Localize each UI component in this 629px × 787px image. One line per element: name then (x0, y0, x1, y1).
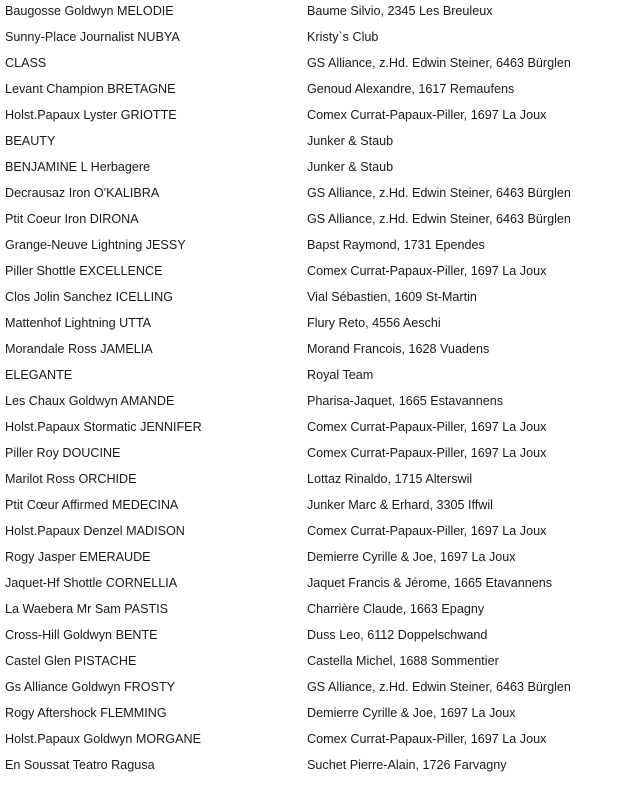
list-item (0, 754, 629, 780)
list-item (0, 416, 629, 442)
list-item (0, 624, 629, 650)
list-item (0, 702, 629, 728)
list-item (0, 728, 629, 754)
owner-name: Junker Marc & Erhard, 3305 Iffwil (307, 498, 493, 512)
owner-name: Comex Currat-Papaux-Piller, 1697 La Joux (307, 446, 547, 460)
owner-name: Comex Currat-Papaux-Piller, 1697 La Joux (307, 524, 547, 538)
animal-name: Castel Glen PISTACHE (5, 654, 137, 668)
list-item (0, 390, 629, 416)
animal-name: Ptit Coeur Iron DIRONA (5, 212, 139, 226)
animal-name: Holst.Papaux Lyster GRIOTTE (5, 108, 177, 122)
owner-name: Kristy`s Club (307, 30, 379, 44)
animal-name: ELEGANTE (5, 368, 73, 382)
animal-name: Ptit Cœur Affirmed MEDECINA (5, 498, 179, 512)
animal-name: Grange-Neuve Lightning JESSY (5, 238, 186, 252)
animal-name: Cross-Hill Goldwyn BENTE (5, 628, 158, 642)
list-item (0, 442, 629, 468)
animal-name: En Soussat Teatro Ragusa (5, 758, 155, 772)
list-item (0, 520, 629, 546)
animal-name: Marilot Ross ORCHIDE (5, 472, 137, 486)
list-item (0, 650, 629, 676)
animal-name: CLASS (5, 56, 47, 70)
animal-name: Gs Alliance Goldwyn FROSTY (5, 680, 176, 694)
owner-name: Junker & Staub (307, 134, 394, 148)
list-item (0, 26, 629, 52)
list-item (0, 0, 629, 26)
animal-name: BENJAMINE L Herbagere (5, 160, 151, 174)
owner-name: Jaquet Francis & Jérome, 1665 Etavannens (307, 576, 553, 590)
animal-name: Sunny-Place Journalist NUBYA (5, 30, 180, 44)
owner-name: Demierre Cyrille & Joe, 1697 La Joux (307, 706, 516, 720)
owner-name: Lottaz Rinaldo, 1715 Alterswil (307, 472, 473, 486)
owner-name: Comex Currat-Papaux-Piller, 1697 La Joux (307, 732, 547, 746)
animal-name: Baugosse Goldwyn MELODIE (5, 4, 174, 18)
animal-name: BEAUTY (5, 134, 56, 148)
owner-name: Comex Currat-Papaux-Piller, 1697 La Joux (307, 420, 547, 434)
animal-name: Jaquet-Hf Shottle CORNELLIA (5, 576, 178, 590)
list-item (0, 234, 629, 260)
list-item (0, 156, 629, 182)
list-item (0, 130, 629, 156)
animal-name: Clos Jolin Sanchez ICELLING (5, 290, 173, 304)
animal-name: Holst.Papaux Goldwyn MORGANE (5, 732, 201, 746)
owner-name: Baume Silvio, 2345 Les Breuleux (307, 4, 493, 18)
animal-name: Decrausaz Iron O'KALIBRA (5, 186, 160, 200)
animal-name: Morandale Ross JAMELIA (5, 342, 153, 356)
owner-name: Comex Currat-Papaux-Piller, 1697 La Joux (307, 264, 547, 278)
animal-name: Holst.Papaux Stormatic JENNIFER (5, 420, 202, 434)
list-item (0, 546, 629, 572)
list-item (0, 598, 629, 624)
owner-name: Comex Currat-Papaux-Piller, 1697 La Joux (307, 108, 547, 122)
list-item (0, 182, 629, 208)
animal-name: Holst.Papaux Denzel MADISON (5, 524, 185, 538)
owner-name: Flury Reto, 4556 Aeschi (307, 316, 441, 330)
animal-name: Piller Shottle EXCELLENCE (5, 264, 163, 278)
animal-name: Mattenhof Lightning UTTA (5, 316, 152, 330)
owner-name: Royal Team (307, 368, 374, 382)
owner-name: Vial Sébastien, 1609 St-Martin (307, 290, 477, 304)
owner-name: Bapst Raymond, 1731 Ependes (307, 238, 485, 252)
owner-name: GS Alliance, z.Hd. Edwin Steiner, 6463 Bürglen (307, 186, 571, 200)
list-item (0, 260, 629, 286)
owner-name: Junker & Staub (307, 160, 394, 174)
animal-name: Les Chaux Goldwyn AMANDE (5, 394, 175, 408)
owner-name: GS Alliance, z.Hd. Edwin Steiner, 6463 Bürglen (307, 56, 571, 70)
owner-name: Demierre Cyrille & Joe, 1697 La Joux (307, 550, 516, 564)
owner-name: GS Alliance, z.Hd. Edwin Steiner, 6463 Bürglen (307, 680, 571, 694)
animal-name: Levant Champion BRETAGNE (5, 82, 176, 96)
animal-name: La Waebera Mr Sam PASTIS (5, 602, 169, 616)
list-item (0, 338, 629, 364)
owner-name: GS Alliance, z.Hd. Edwin Steiner, 6463 Bürglen (307, 212, 571, 226)
animal-name: Rogy Aftershock FLEMMING (5, 706, 167, 720)
list-item (0, 208, 629, 234)
owner-name: Pharisa-Jaquet, 1665 Estavannens (307, 394, 504, 408)
list-item (0, 52, 629, 78)
owner-name: Suchet Pierre-Alain, 1726 Farvagny (307, 758, 507, 772)
animal-name: Rogy Jasper EMERAUDE (5, 550, 151, 564)
owner-name: Charrière Claude, 1663 Epagny (307, 602, 485, 616)
owner-name: Morand Francois, 1628 Vuadens (307, 342, 490, 356)
list-item (0, 676, 629, 702)
owner-name: Castella Michel, 1688 Sommentier (307, 654, 499, 668)
animal-name: Piller Roy DOUCINE (5, 446, 121, 460)
list-item (0, 468, 629, 494)
owner-name: Duss Leo, 6112 Doppelschwand (307, 628, 488, 642)
list-item (0, 78, 629, 104)
list-item (0, 494, 629, 520)
list-item (0, 572, 629, 598)
list-item (0, 286, 629, 312)
list-item (0, 104, 629, 130)
list-item (0, 312, 629, 338)
list-item (0, 364, 629, 390)
owner-name: Genoud Alexandre, 1617 Remaufens (307, 82, 515, 96)
